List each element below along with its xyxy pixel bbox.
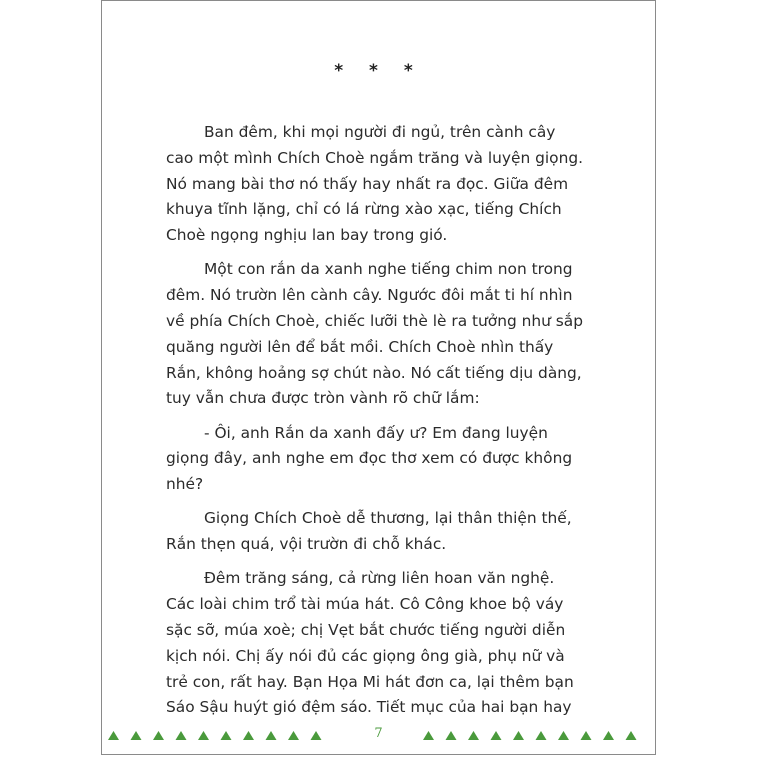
section-ornament: * * * xyxy=(334,61,423,81)
book-page xyxy=(101,0,656,755)
paragraph-3: - Ôi, anh Rắn da xanh đấy ư? Em đang luyện giọng đây, anh nghe em đọc thơ xem có được không nhé? xyxy=(166,423,573,494)
page-footer xyxy=(102,725,655,749)
paragraph-5: Đêm trăng sáng, cả rừng liên hoan văn nghệ. Các loài chim trổ tài múa hát. Cô Công khoe bộ váy sặc sỡ, múa xoè; chị Vẹt bắt chước tiếng người diễn kịch nói. Chị ấy nói đủ các giọng ông già, phụ nữ và trẻ con, rất hay. Bạn Họa Mi hát đơn ca, lại thêm bạn Sáo Sậu huýt gió đệm sáo. Tiết mục của hai bạn hay xyxy=(166,569,574,717)
story-text xyxy=(166,120,584,729)
page-number: 7 xyxy=(374,726,383,741)
paragraph-4: Giọng Chích Choè dễ thương, lại thân thiện thế, Rắn thẹn quá, vội trườn đi chỗ khác. xyxy=(166,509,572,554)
paragraph-2: Một con rắn da xanh nghe tiếng chim non trong đêm. Nó trườn lên cành cây. Ngước đôi mắt ti hí nhìn về phía Chích Choè, chiếc lưỡi thè lè ra tưởng như sắp quăng người lên để bắt mồi. Chích Choè nhìn thấy Rắn, không hoảng sợ chút nào. Nó cất tiếng dịu dàng, tuy vẫn chưa được tròn vành rõ chữ lắm: xyxy=(166,260,584,408)
paragraph-1: Ban đêm, khi mọi người đi ngủ, trên cành cây cao một mình Chích Choè ngắm trăng và luyện giọng. Nó mang bài thơ nó thấy hay nhất ra đọc. Giữa đêm khuya tĩnh lặng, chỉ có lá rừng xào xạc, tiếng Chích Choè ngọng nghịu lan bay trong gió. xyxy=(166,123,583,245)
